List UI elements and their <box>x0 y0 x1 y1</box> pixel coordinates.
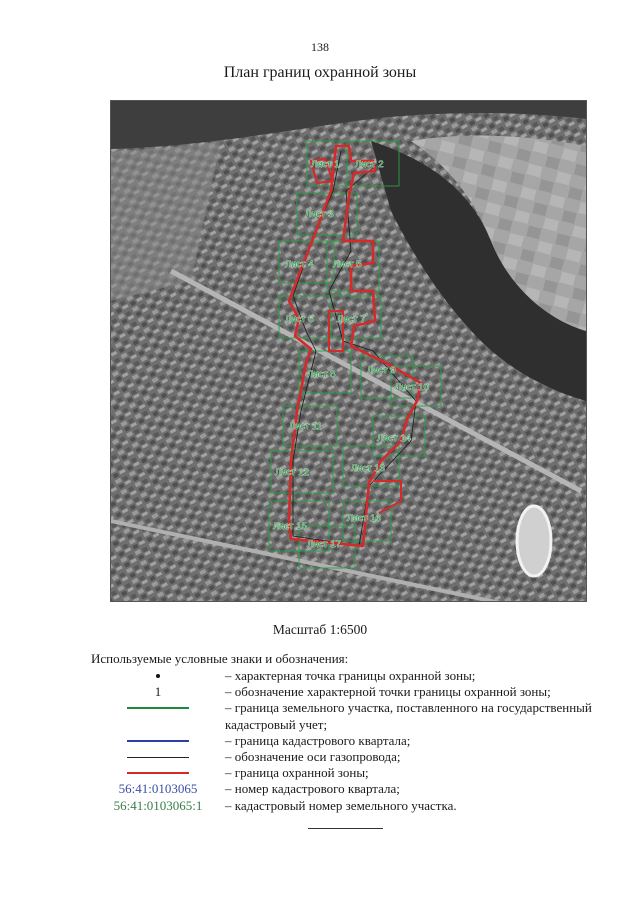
page-number: 138 <box>311 40 329 54</box>
map-scale: Масштаб 1:6500 <box>272 622 368 637</box>
point-number-sample: 1 <box>154 684 162 700</box>
legend-text: – характерная точка границы охранной зоны; <box>225 668 476 683</box>
sheet-label: Лист 15 <box>273 521 307 532</box>
sheet-label: Лист 8 <box>307 369 336 380</box>
page-title: План границ охранной зоны <box>223 64 417 81</box>
legend-symbol <box>91 700 225 732</box>
legend-text: – граница земельного участка, поставленного на государственный кадастровый учет; <box>225 700 592 732</box>
legend-row <box>91 733 601 749</box>
sheet-label: Лист 11 <box>289 421 323 432</box>
sheet-label: Лист 13 <box>351 463 385 474</box>
sheet-label: Лист 16 <box>347 513 381 524</box>
sheet-label: Лист 14 <box>377 433 411 444</box>
red-line-icon <box>127 772 189 774</box>
legend-text: – граница охранной зоны; <box>225 765 369 781</box>
sheet-label: Лист 3 <box>305 209 334 220</box>
map-canvas <box>111 101 586 601</box>
aerial-map <box>110 100 587 602</box>
legend-symbol <box>91 684 225 700</box>
sheet-label: Лист 12 <box>275 467 309 478</box>
sheet-label: Лист 5 <box>333 259 362 270</box>
legend-row <box>91 781 601 797</box>
legend-symbol <box>91 733 225 749</box>
black-line-icon <box>127 757 189 758</box>
sheet-label: Лист 7 <box>337 314 366 325</box>
legend-symbol <box>91 765 225 781</box>
legend-text: – номер кадастрового квартала; <box>225 781 400 797</box>
sheet-label: Лист 17 <box>307 539 341 550</box>
legend-row <box>91 700 601 732</box>
sheet-label: Лист 1 <box>311 159 340 170</box>
sheet-label: Лист 6 <box>285 314 314 325</box>
legend-text: – обозначение характерной точки границы охранной зоны; <box>225 684 551 700</box>
legend-symbol <box>91 749 225 765</box>
legend-symbol <box>91 781 225 797</box>
legend-row <box>91 765 601 781</box>
legend-symbol <box>91 668 225 684</box>
footer-rule <box>308 828 383 829</box>
legend-symbol <box>91 798 225 814</box>
boundary-point-icon <box>156 674 160 678</box>
legend-text: – граница кадастрового квартала; <box>225 732 411 748</box>
sheet-label: Лист 2 <box>355 159 384 170</box>
sheet-label: Лист 4 <box>285 259 314 270</box>
cadastral-quarter-sample: 56:41:0103065 <box>118 781 198 797</box>
legend-title: Используемые условные знаки и обозначения: <box>91 651 349 666</box>
cadastral-parcel-sample: 56:41:0103065:1 <box>113 797 203 813</box>
legend-text: – кадастровый номер земельного участка. <box>225 797 457 813</box>
legend <box>91 668 601 814</box>
stadium <box>517 506 551 576</box>
green-line-icon <box>127 707 189 709</box>
legend-row <box>91 668 601 684</box>
legend-row <box>91 749 601 765</box>
legend-row <box>91 798 601 814</box>
sheet-label: Лист 10 <box>395 382 429 393</box>
sheet-label: Лист 9 <box>367 365 396 376</box>
legend-text: – обозначение оси газопровода; <box>225 749 401 765</box>
legend-row <box>91 684 601 700</box>
blue-line-icon <box>127 740 189 742</box>
